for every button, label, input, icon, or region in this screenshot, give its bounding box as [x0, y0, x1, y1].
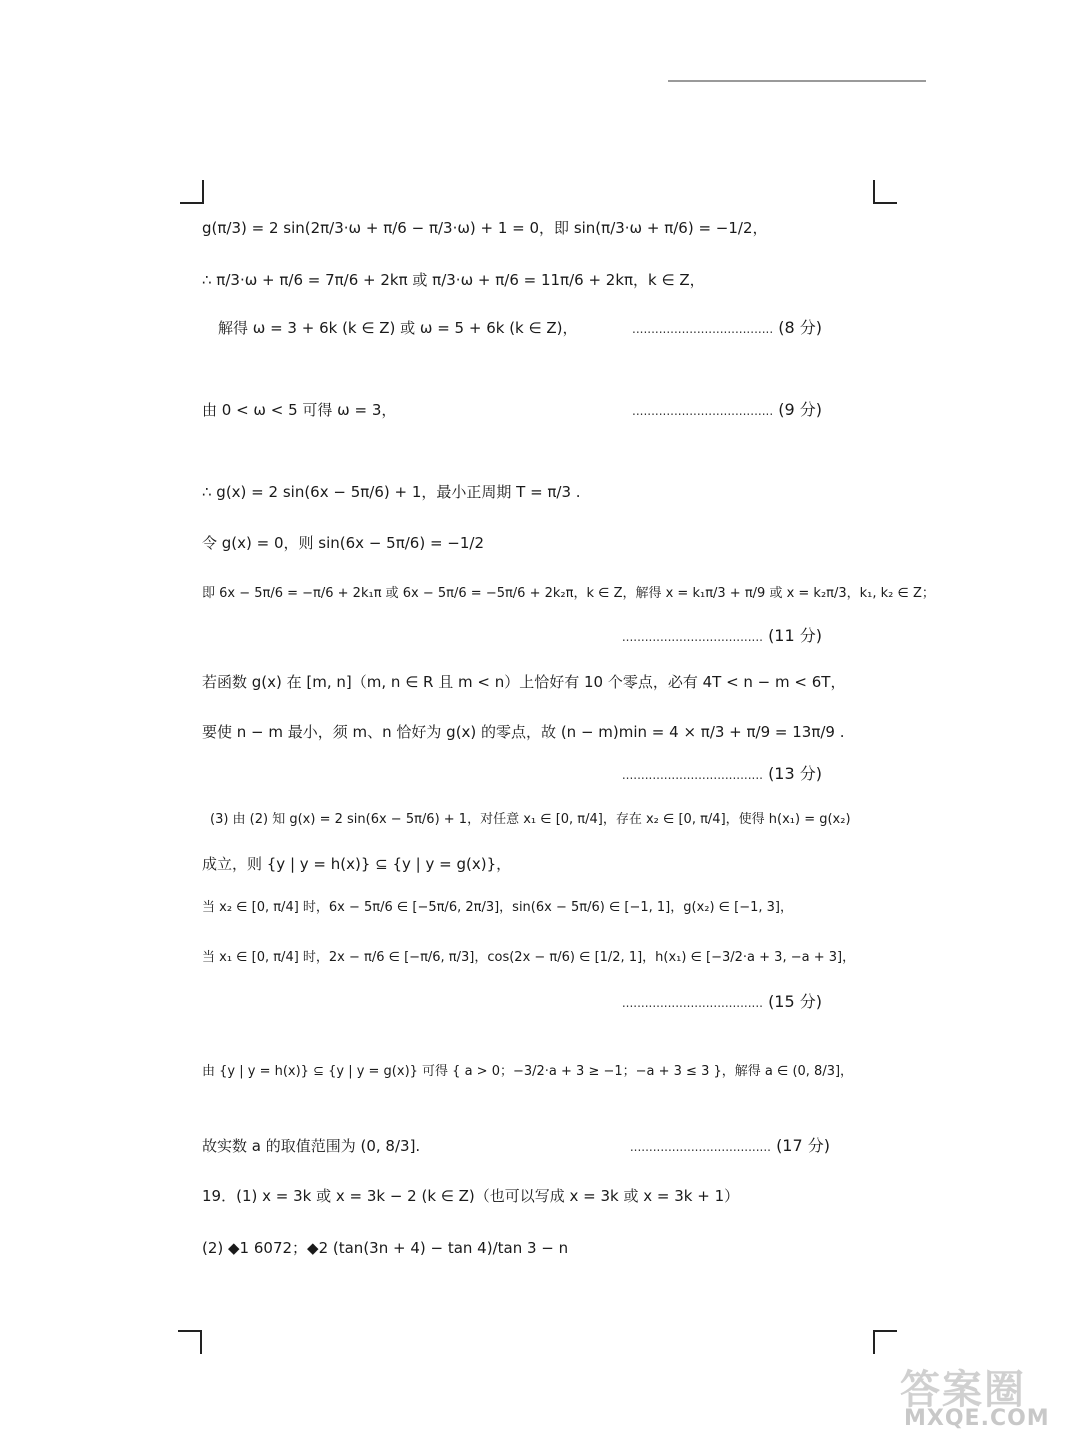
crop-mark-bottom-right: [873, 1330, 897, 1354]
solution-line-15: 故实数 a 的取值范围为 (0, 8/3].: [202, 1137, 421, 1155]
solution-line-13: 当 x₁ ∈ [0, π/4] 时，2x − π/6 ∈ [−π/6, π/3]，cos(2x − π/6) ∈ [1/2, 1]，h(x₁) ∈ [−3/2·a + 3, −a + 3]，: [202, 950, 856, 965]
solution-line-5: ∴ g(x) = 2 sin(6x − 5π/6) + 1，最小正周期 T = π/3 .: [202, 483, 581, 501]
solution-line-9: 要使 n − m 最小，须 m、n 恰好为 g(x) 的零点，故 (n − m)min = 4 × π/3 + π/9 = 13π/9 .: [202, 723, 845, 741]
solution-line-6: 令 g(x) = 0，则 sin(6x − 5π/6) = −1/2: [202, 534, 484, 552]
solution-line-10: (3) 由 (2) 知 g(x) = 2 sin(6x − 5π/6) + 1，对任意 x₁ ∈ [0, π/4]，存在 x₂ ∈ [0, π/4]，使得 h(x₁) = g(x₂): [210, 812, 851, 827]
solution-line-3: 解得 ω = 3 + 6k (k ∈ Z) 或 ω = 5 + 6k (k ∈ Z)，: [218, 319, 578, 337]
score-13: ..................................... (13 分): [621, 764, 822, 783]
solution-line-11: 成立，则 {y | y = h(x)} ⊆ {y | y = g(x)}，: [202, 855, 512, 873]
solution-line-4: 由 0 < ω < 5 可得 ω = 3，: [202, 401, 397, 419]
solution-line-7: 即 6x − 5π/6 = −π/6 + 2k₁π 或 6x − 5π/6 = −5π/6 + 2k₂π，k ∈ Z，解得 x = k₁π/3 + π/9 或 x = k₂π/3，k₁, k₂ ∈ Z；: [202, 586, 935, 601]
solution-line-2: ∴ π/3·ω + π/6 = 7π/6 + 2kπ 或 π/3·ω + π/6 = 11π/6 + 2kπ，k ∈ Z，: [202, 271, 705, 289]
watermark-title: 答案圈: [900, 1367, 1026, 1413]
score-15: ..................................... (15 分): [621, 992, 822, 1011]
solution-line-1: g(π/3) = 2 sin(2π/3·ω + π/6 − π/3·ω) + 1 = 0，即 sin(π/3·ω + π/6) = −1/2，: [202, 219, 768, 237]
solution-line-16: 19．(1) x = 3k 或 x = 3k − 2 (k ∈ Z)（也可以写成 x = 3k 或 x = 3k + 1）: [202, 1187, 740, 1205]
crop-mark-top-left: [180, 180, 204, 204]
solution-line-17: (2) ◆1 6072；◆2 (tan(3n + 4) − tan 4)/tan 3 − n: [202, 1239, 569, 1257]
crop-mark-bottom-left: [178, 1330, 202, 1354]
score-9: ..................................... (9 分): [632, 400, 822, 419]
crop-mark-top-right: [873, 180, 897, 204]
score-11: ..................................... (11 分): [621, 626, 822, 645]
solution-line-14: 由 {y | y = h(x)} ⊆ {y | y = g(x)} 可得 { a > 0；−3/2·a + 3 ≥ −1；−a + 3 ≤ 3 }，解得 a ∈ (0, 8/3]，: [202, 1064, 854, 1079]
watermark-site: MXQE.COM: [904, 1406, 1050, 1431]
header-rule: [668, 80, 926, 82]
solution-line-8: 若函数 g(x) 在 [m, n]（m, n ∈ R 且 m < n）上恰好有 10 个零点，必有 4T < n − m < 6T，: [202, 673, 846, 691]
score-17: ..................................... (17 分): [629, 1136, 830, 1155]
watermark: [900, 1358, 1070, 1438]
solution-line-12: 当 x₂ ∈ [0, π/4] 时，6x − 5π/6 ∈ [−5π/6, 2π/3]，sin(6x − 5π/6) ∈ [−1, 1]，g(x₂) ∈ [−1, 3]，: [202, 900, 793, 915]
score-8: ..................................... (8 分): [632, 318, 822, 337]
